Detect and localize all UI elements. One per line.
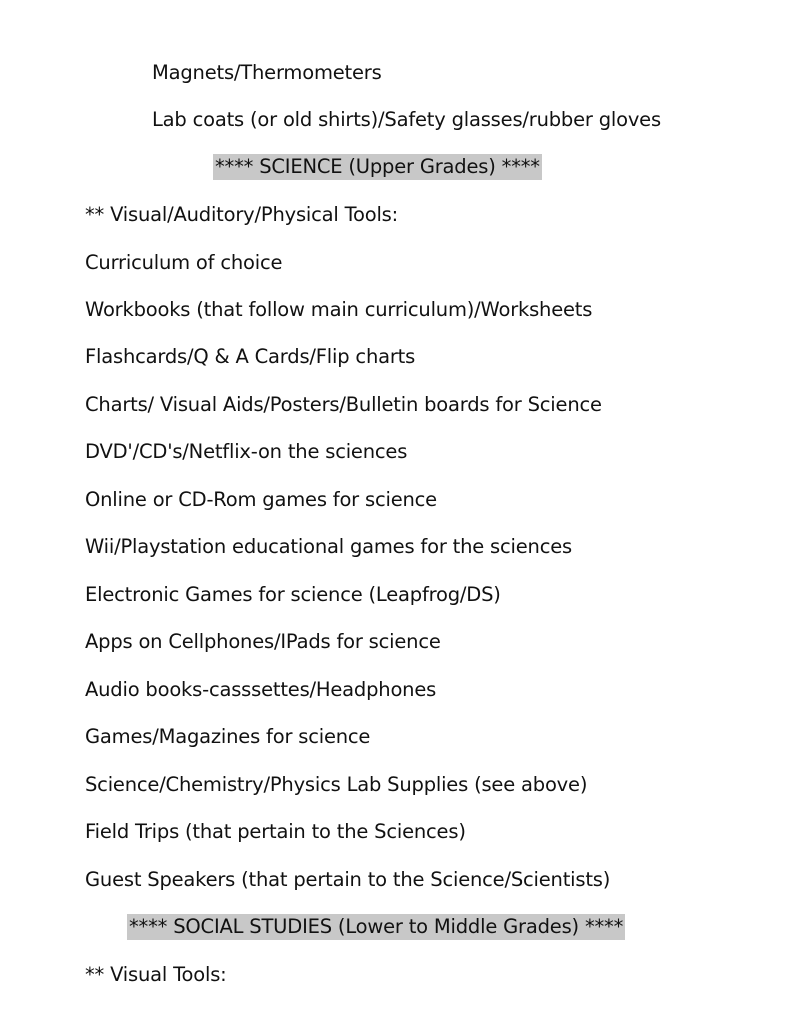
list-item: Guest Speakers (that pertain to the Science/Scientists) [85,868,611,891]
list-item: Workbooks (that follow main curriculum)/Worksheets [85,298,593,321]
section-heading-social-studies: **** SOCIAL STUDIES (Lower to Middle Grades) **** [129,915,624,938]
list-item: Charts/ Visual Aids/Posters/Bulletin boards for Science [85,393,602,416]
list-item: Magnets/Thermometers [152,61,382,84]
list-item: Lab coats (or old shirts)/Safety glasses/rubber gloves [152,108,661,131]
list-item: Science/Chemistry/Physics Lab Supplies (see above) [85,773,588,796]
section-heading-science: **** SCIENCE (Upper Grades) **** [215,155,540,178]
list-item: Flashcards/Q & A Cards/Flip charts [85,345,416,368]
list-item: Online or CD-Rom games for science [85,488,437,511]
list-item: Games/Magazines for science [85,725,371,748]
section-subheading: ** Visual Tools: [85,963,227,986]
list-item: Field Trips (that pertain to the Sciences) [85,820,466,843]
list-item: Electronic Games for science (Leapfrog/DS) [85,583,501,606]
list-item: Curriculum of choice [85,251,283,274]
list-item: Audio books-casssettes/Headphones [85,678,437,701]
list-item: DVD'/CD's/Netflix-on the sciences [85,440,408,463]
list-item: Wii/Playstation educational games for the sciences [85,535,572,558]
list-item: Apps on Cellphones/IPads for science [85,630,441,653]
section-subheading: ** Visual/Auditory/Physical Tools: [85,203,399,226]
